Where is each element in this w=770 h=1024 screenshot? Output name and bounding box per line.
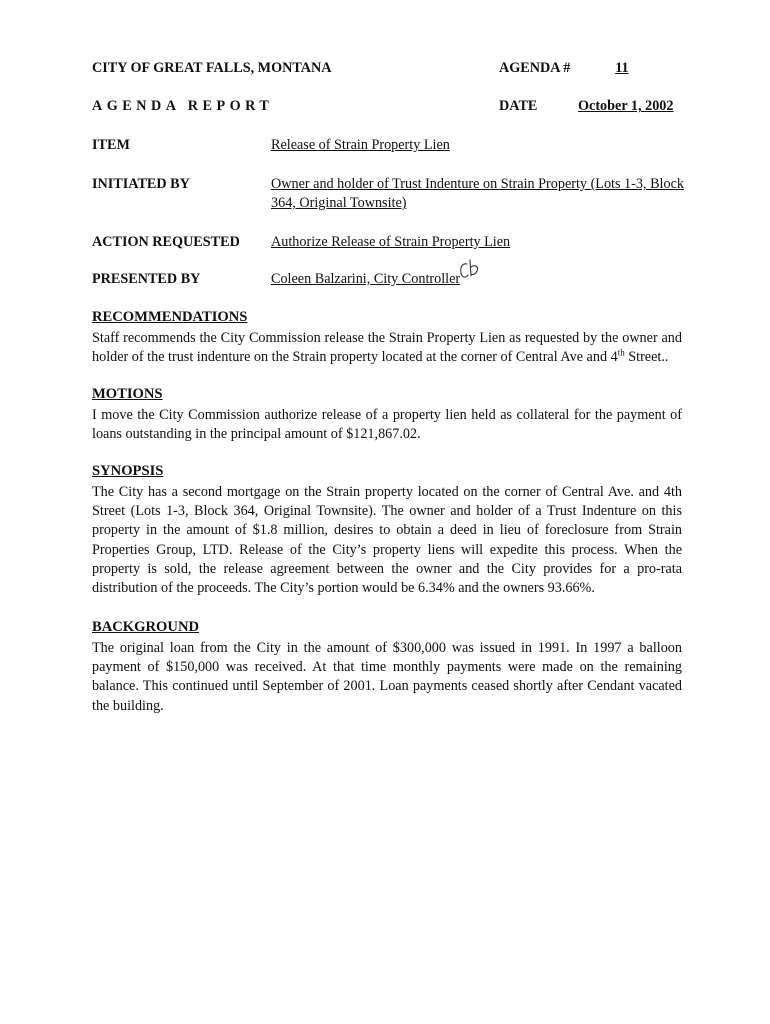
- report-type-heading: AGENDA REPORT: [92, 98, 274, 114]
- action-requested-value: Authorize Release of Strain Property Lien: [271, 234, 511, 250]
- item-value: Release of Strain Property Lien: [271, 137, 450, 153]
- recommendations-text: Staff recommends the City Commission release the Strain Property Lien as requested by the owner and holder of the trust indenture on the Strain property located at the corner of Central Ave and 4th Street..: [92, 330, 682, 366]
- motions-heading: MOTIONS: [92, 386, 163, 402]
- agenda-number-block: [499, 60, 670, 77]
- initiated-by-value-line2: 364, Original Townsite): [271, 195, 407, 211]
- synopsis-heading: SYNOPSIS: [92, 463, 164, 479]
- initiated-by-value-line1: Owner and holder of Trust Indenture on Strain Property (Lots 1-3, Block: [271, 176, 684, 192]
- agenda-number: 11: [615, 60, 629, 76]
- presenter-initials-signature: [458, 258, 482, 289]
- recommendations-heading: RECOMMENDATIONS: [92, 309, 248, 325]
- city-heading: CITY OF GREAT FALLS, MONTANA: [92, 60, 332, 76]
- motions-text: I move the City Commission authorize release of a property lien held as collateral for the payment of loans outstanding in the principal amount of $121,867.02.: [92, 407, 682, 443]
- background-heading: BACKGROUND: [92, 619, 200, 635]
- item-label: ITEM: [92, 137, 130, 153]
- agenda-label: AGENDA #: [499, 60, 571, 76]
- presented-by-label: PRESENTED BY: [92, 271, 201, 287]
- date-value: October 1, 2002: [578, 98, 674, 114]
- date-label: DATE: [499, 98, 538, 114]
- synopsis-text: The City has a second mortgage on the Strain property located on the corner of Central Ave. and 4th Street (Lots 1-3, Block 364, Original Townsite). The owner and holder of a Trust Indenture on this property in the amount of $1.8 million, desires to obtain a deed in lieu of foreclosure from Strain Properties Group, LTD. Release of the City’s property liens will expedite this process. When the property is sold, the release agreement between the owner and the City provides for a pro-rata distribution of the proceeds. The City’s portion would be 6.34% and the owners 93.66%.: [92, 484, 682, 597]
- action-requested-label: ACTION REQUESTED: [92, 234, 240, 250]
- initiated-by-label: INITIATED BY: [92, 176, 190, 192]
- presented-by-value: Coleen Balzarini, City Controller: [271, 271, 461, 287]
- background-text: The original loan from the City in the amount of $300,000 was issued in 1991. In 1997 a balloon payment of $150,000 was received. At that time monthly payments were made on the remaining balance. This continued until September of 2001. Loan payments ceased shortly after Cendant vacated the building.: [92, 640, 682, 714]
